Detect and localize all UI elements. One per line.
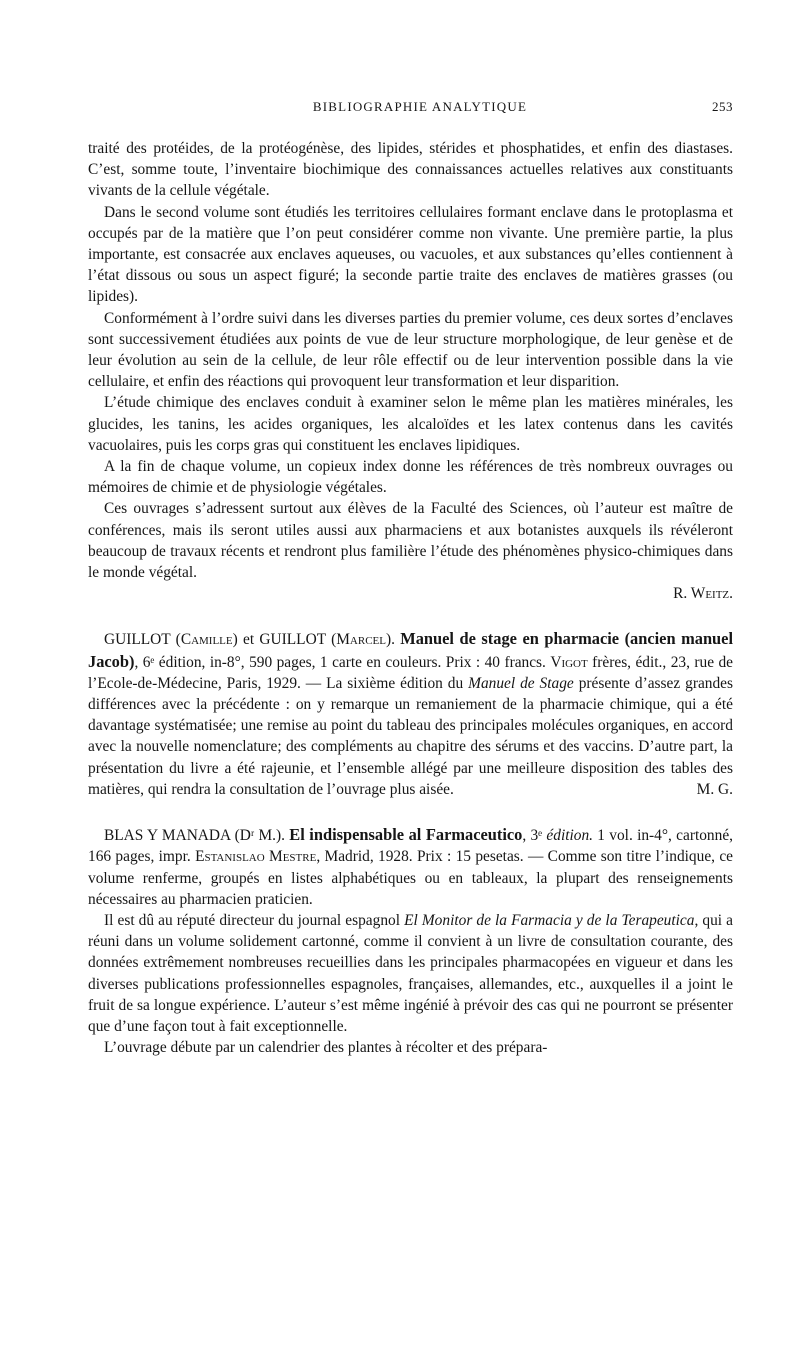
review2-author1-first: Camille: [180, 631, 233, 649]
review2-details: , 6ᵉ édition, in-8°, 590 pages, 1 carte en couleurs. Prix : 40 francs.: [134, 653, 551, 671]
review1-paragraph-3: Conformément à l’ordre suivi dans les diverses parties du premier volume, ces deux sortes d’enclaves sont successivement étudiées aux points de vue de leur structure morphologique, de leur genèse et de leur évolution au sein de la cellule, de leur rôle effectif ou de leur intervention possible dans la vie cellulaire, et enfin des réactions qui provoquent leur transformation et leur disparition.: [88, 309, 733, 391]
page-number: 253: [712, 99, 733, 114]
review2-signature: M. G.: [696, 780, 733, 798]
review1-paragraph-5: A la fin de chaque volume, un copieux index donne les références de très nombreux ouvrages ou mémoires de chimie et de physiologie végétales.: [88, 458, 733, 497]
review3-para2-start: Il est dû au réputé directeur du journal espagnol: [104, 911, 405, 929]
review3-para2-rest: , qui a réuni dans un volume solidement cartonné, comme il convient à un livre de consultation courante, des données extrêmement nombreuses recueillies dans les principales pharmacopées en vigueur et dans les diverses publications professionnelles espagnoles, françaises, allemandes, etc., auxquelles il a joint le fruit de sa longue expérience. L’auteur s’est même ingénié à prévoir des cas qui ne pourront se présenter que d’une façon tout à fait exceptionnelle.: [88, 911, 733, 1035]
review1-signature-line: [88, 583, 733, 604]
page: [88, 96, 733, 1058]
review3-paragraph-2: [88, 910, 733, 1037]
review1-paragraph-2: Dans le second volume sont étudiés les territoires cellulaires formant enclave dans le protoplasma et occupés par de la matière que l’on peut considérer comme non vivante. Une première partie, la plus importante, est consacrée aux enclaves aqueuses, ou vacuoles, et aux substances qu’elles contiennent à l’état dissous ou sous un aspect figuré; la seconde partie traite des enclaves de matières grasses (ou lipides).: [88, 203, 733, 306]
running-head: [88, 96, 733, 116]
review3-details: 1 vol. in-4°, cartonné, 166 pages, impr.: [88, 827, 734, 866]
review3-printer: Estanislao Mestre: [195, 848, 317, 866]
review2-paragraph: [88, 628, 733, 800]
review2-authors-part3: ).: [385, 631, 401, 649]
review3-paragraph-1: [88, 824, 733, 910]
review3-details-rest: , Madrid, 1928. Prix : 15 pesetas. — Comme son titre l’indique, ce volume renferme, groupés en listes alphabétiques ou en tableaux, la plupart des renseignements nécessaires au pharmacien praticien.: [88, 848, 733, 908]
review2-authors-part1: GUILLOT (: [104, 631, 181, 649]
review1-signature: R. Weitz.: [673, 585, 733, 603]
review3-edition: édition.: [546, 827, 594, 845]
review3-book-title: El indispensable al Farmaceutico: [289, 825, 523, 845]
review-blas-y-manada: [88, 824, 733, 1058]
review2-author2-first: Marcel: [336, 631, 386, 649]
review1-paragraph-6: Ces ouvrages s’adressent surtout aux élèves de la Faculté des Sciences, où l’auteur est maître de conférences, mais ils seront utiles aussi aux pharmaciens et aux botanistes auxquels ils révéleront beaucoup de travaux récents et rendront plus familière l’étude des phénomènes physico-chimiques dans le monde végétal.: [88, 500, 733, 582]
review2-italic-title: Manuel de Stage: [468, 674, 574, 692]
review-continuation: [88, 138, 733, 604]
review-guillot: [88, 628, 733, 800]
review3-edition-prefix: , 3ᵉ: [522, 827, 547, 845]
review3-paragraph-3: L’ouvrage débute par un calendrier des plantes à récolter et des prépara-: [104, 1039, 548, 1057]
review3-journal: El Monitor de la Farmacia y de la Terapeutica: [404, 911, 695, 929]
review1-paragraph-4: L’étude chimique des enclaves conduit à examiner selon le même plan les matières minérales, les glucides, les tanins, les acides organiques, les alcaloïdes et les latex contenus dans les cavités vacuolaires, puis les corps gras qui constituent les enclaves lipidiques.: [88, 394, 733, 454]
review2-body: présente d’assez grandes différences avec la précédente : on y remarque un remaniement de la pharmacie chimique, qui a été davantage systématisée; une remise au point du tableau des principales molécules organiques, en accord avec la nouvelle nomenclature; des compléments au chapitre des sérums et des vaccins. D’autre part, la présentation du livre a été rajeunie, et l’ensemble allégé par une meilleure disposition des tables des matières, qui rendra la consultation de l’ouvrage plus aisée.: [88, 674, 733, 798]
review2-publisher: Vigot: [550, 653, 588, 671]
review2-publisher-rest: frères, édit., 23, rue de l’Ecole-de-Médecine, Paris, 1929. — La sixième édition du: [88, 653, 733, 692]
review2-book-title: Manuel de stage en pharmacie (ancien manuel Jacob): [88, 629, 734, 671]
review3-author: BLAS Y MANADA (Dʳ M.).: [104, 827, 290, 845]
review2-authors-part2: ) et GUILLOT (: [232, 631, 337, 649]
review1-paragraph-1: traité des protéides, de la protéogénèse, des lipides, stérides et phosphatides, et enfin des diastases. C’est, somme toute, l’inventaire biochimique des connaissances actuelles relatives aux constituants vivants de la cellule végétale.: [88, 140, 733, 200]
running-head-title: BIBLIOGRAPHIE ANALYTIQUE: [312, 99, 528, 114]
